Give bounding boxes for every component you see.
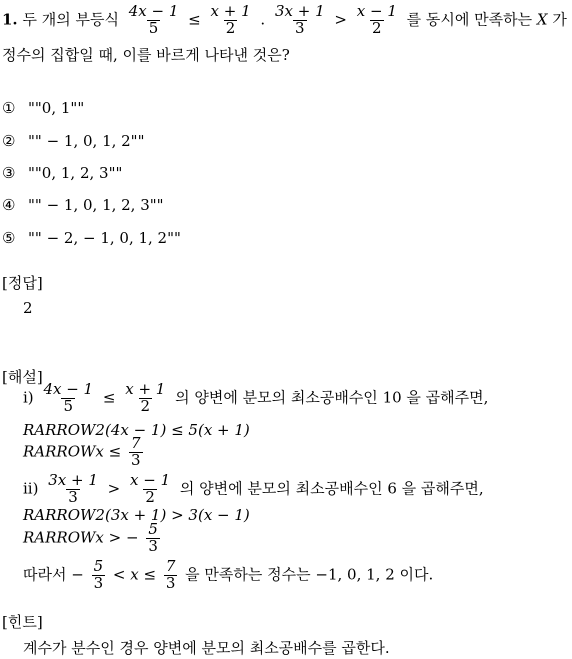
choice-mark: ②: [2, 132, 16, 150]
choice-3[interactable]: [2, 164, 122, 182]
question-text-a: 두 개의 부등식: [22, 10, 119, 29]
choice-mark: ⑤: [2, 229, 16, 247]
step-prefix: ii): [23, 479, 39, 498]
step-expr: RARROWx ≤: [23, 442, 122, 461]
choice-4[interactable]: [2, 196, 164, 214]
choice-5[interactable]: [2, 229, 181, 247]
step-text: 의 양변에 분모의 최소공배수인 6 을 곱해주면,: [179, 479, 484, 498]
explanation-line-3: [23, 436, 146, 469]
choice-mark: ①: [2, 99, 16, 117]
step-text: 을 만족하는 정수는 −1, 0, 1, 2 이다.: [185, 565, 434, 584]
question-text-c: 가: [552, 10, 567, 29]
choice-mark: ③: [2, 164, 16, 182]
choice-mark: ④: [2, 196, 16, 214]
operator: ≤: [188, 10, 201, 29]
operator: ≤: [102, 388, 116, 407]
operator: >: [107, 479, 121, 498]
choice-text: ""0, 1, 2, 3"": [28, 164, 123, 182]
explanation-label: [해설]: [2, 368, 43, 386]
fraction: $\frac{4x - 1}{5}$: [128, 2, 179, 37]
explanation-line-7: [23, 559, 433, 592]
question-text-b: 를 동시에 만족하는: [406, 10, 533, 29]
fraction: $\frac{3x + 1}{3}$: [274, 2, 325, 37]
fraction: $\frac{x + 1}{2}$: [210, 2, 251, 37]
answer-value: 2: [23, 299, 33, 317]
step-expr: < x ≤: [112, 565, 157, 584]
variable-x: X: [536, 10, 548, 29]
step-expr: RARROWx > −: [23, 528, 139, 547]
question-line-2: 정수의 집합일 때, 이를 바르게 나타낸 것은?: [2, 46, 290, 64]
fraction: $\frac{x + 1}{2}$: [125, 380, 166, 415]
choice-2[interactable]: [2, 132, 144, 150]
choice-text: "" − 2, − 1, 0, 1, 2"": [28, 229, 181, 247]
explanation-line-1: [23, 382, 488, 415]
fraction: $\frac{7}{3}$: [131, 434, 141, 469]
step-prefix: i): [23, 388, 34, 407]
explanation-line-4: [23, 473, 484, 506]
explanation-line-6: [23, 522, 163, 555]
answer-label: [정답]: [2, 274, 43, 292]
fraction: $\frac{x - 1}{2}$: [356, 2, 397, 37]
fraction: $\frac{5}{3}$: [148, 520, 158, 555]
question-line-1: [2, 4, 567, 37]
fraction: $\frac{x - 1}{2}$: [130, 471, 171, 506]
fraction: $\frac{3x + 1}{3}$: [48, 471, 98, 506]
question-number: 1.: [2, 10, 18, 29]
explanation-line-5: RARROW2(3x + 1) > 3(x − 1): [23, 506, 250, 524]
explanation-line-2: RARROW2(4x − 1) ≤ 5(x + 1): [23, 421, 250, 439]
choice-1[interactable]: [2, 99, 84, 117]
step-text: 의 양변에 분모의 최소공배수인 10 을 곱해주면,: [175, 388, 489, 407]
fraction: $\frac{7}{3}$: [165, 557, 176, 592]
step-text: 따라서 −: [23, 565, 84, 584]
fraction: $\frac{5}{3}$: [93, 557, 104, 592]
choice-text: ""0, 1"": [28, 99, 85, 117]
fraction: $\frac{4x - 1}{5}$: [43, 380, 94, 415]
hint-label: [힌트]: [2, 613, 43, 631]
hint-text: 계수가 분수인 경우 양변에 분모의 최소공배수를 곱한다.: [23, 639, 390, 657]
separator: .: [260, 10, 266, 29]
operator: >: [334, 10, 347, 29]
choice-text: "" − 1, 0, 1, 2, 3"": [28, 196, 164, 214]
choice-text: "" − 1, 0, 1, 2"": [28, 132, 145, 150]
